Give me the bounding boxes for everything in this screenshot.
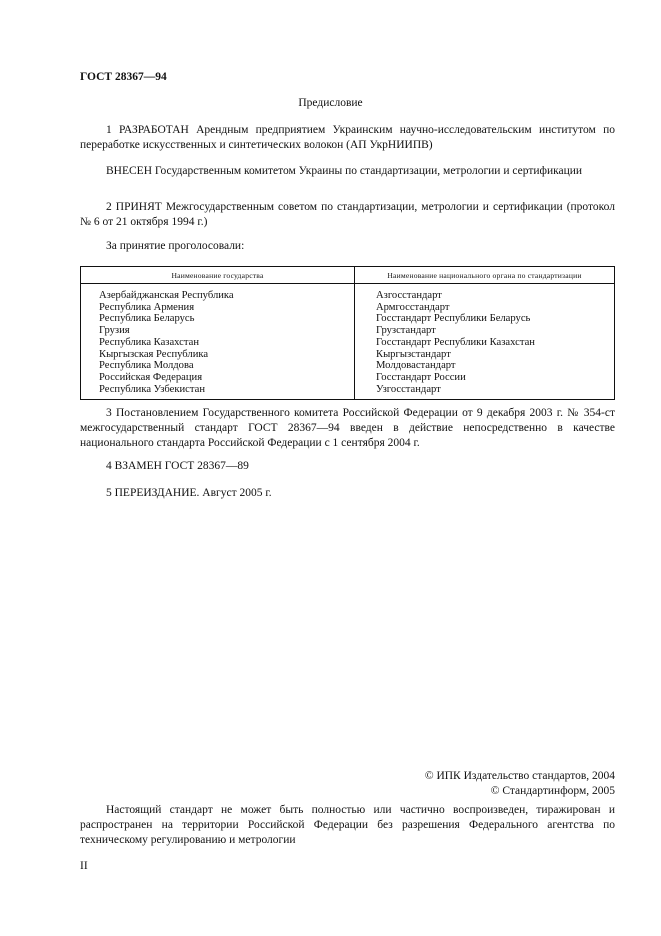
document-code: ГОСТ 28367—94: [80, 71, 167, 83]
standards-body-name: Госстандарт Республики Казахстан: [376, 336, 535, 348]
state-name: Республика Казахстан: [99, 336, 200, 348]
column-header-body: Наименование национального органа по стандартизации: [355, 267, 615, 284]
paragraph-introduced-text: ВНЕСЕН Государственным комитетом Украины по стандартизации, метрологии и сертификации: [106, 165, 583, 177]
standards-body-name: Узгосстандарт: [376, 383, 441, 395]
copyright-line-1: © ИПК Издательство стандартов, 2004: [424, 770, 615, 782]
page-number: II: [80, 860, 88, 872]
paragraph-resolution-text: 3 Постановлением Государственного комитета Российской Федерации от 9 декабря 2003 г. № 354-ст межгосударственный стандарт ГОСТ 28367—94 введен в действие непосредственно в качестве национального стандарта Российской Федерации с 1 сентября 2004 г.: [80, 407, 615, 449]
paragraph-reissue: [80, 486, 615, 501]
section-title: Предисловие: [298, 97, 363, 109]
state-name: Республика Узбекистан: [99, 383, 206, 395]
standards-body-name: Армгосстандарт: [376, 301, 450, 313]
paragraph-replaces-text: 4 ВЗАМЕН ГОСТ 28367—89: [106, 460, 249, 472]
state-name: Республика Армения: [99, 301, 195, 313]
state-name: Республика Беларусь: [99, 313, 195, 325]
standards-body-name: Азгосстандарт: [376, 290, 442, 301]
standards-body-name: Кыргызстандарт: [376, 348, 451, 360]
paragraph-reissue-text: 5 ПЕРЕИЗДАНИЕ. Август 2005 г.: [106, 487, 272, 499]
paragraph-developed-text: 1 РАЗРАБОТАН Арендным предприятием Украинским научно-исследовательским институтом по переработке искусственных и синтетических волокон (АП УкрНИИПВ): [80, 124, 615, 151]
state-name: Грузия: [99, 325, 130, 337]
standards-body-name: Госстандарт Республики Беларусь: [376, 313, 531, 325]
states-column: [81, 284, 355, 400]
state-name: Азербайджанская Республика: [99, 290, 234, 301]
state-name: Кыргызская Республика: [99, 348, 209, 360]
state-name: Российская Федерация: [99, 371, 203, 383]
paragraph-replaces: [80, 459, 615, 474]
copyright-block: [425, 769, 615, 798]
standards-body-name: Госстандарт России: [376, 371, 466, 383]
voting-states-table: [80, 266, 615, 400]
paragraph-introduced: [80, 164, 615, 179]
copyright-line-2: © Стандартинформ, 2005: [490, 784, 615, 797]
paragraph-developed: [80, 123, 615, 153]
voted-label: За принятие проголосовали:: [106, 240, 245, 252]
column-header-state: Наименование государства: [81, 267, 355, 284]
bodies-column: [355, 284, 615, 400]
standards-body-name: Молдовастандарт: [376, 360, 456, 372]
state-name: Республика Молдова: [99, 360, 194, 372]
paragraph-adopted: [80, 200, 615, 230]
standards-body-name: Грузстандарт: [376, 325, 436, 337]
reproduction-notice: [80, 803, 615, 848]
paragraph-adopted-text: 2 ПРИНЯТ Межгосударственным советом по стандартизации, метрологии и сертификации (протокол № 6 от 21 октября 1994 г.): [80, 201, 615, 228]
reproduction-notice-text: Настоящий стандарт не может быть полностью или частично воспроизведен, тиражирован и распространен на территории Российской Федерации без разрешения Федерального агентства по техническому регулированию и метрологии: [80, 804, 615, 846]
paragraph-resolution: [80, 406, 615, 451]
